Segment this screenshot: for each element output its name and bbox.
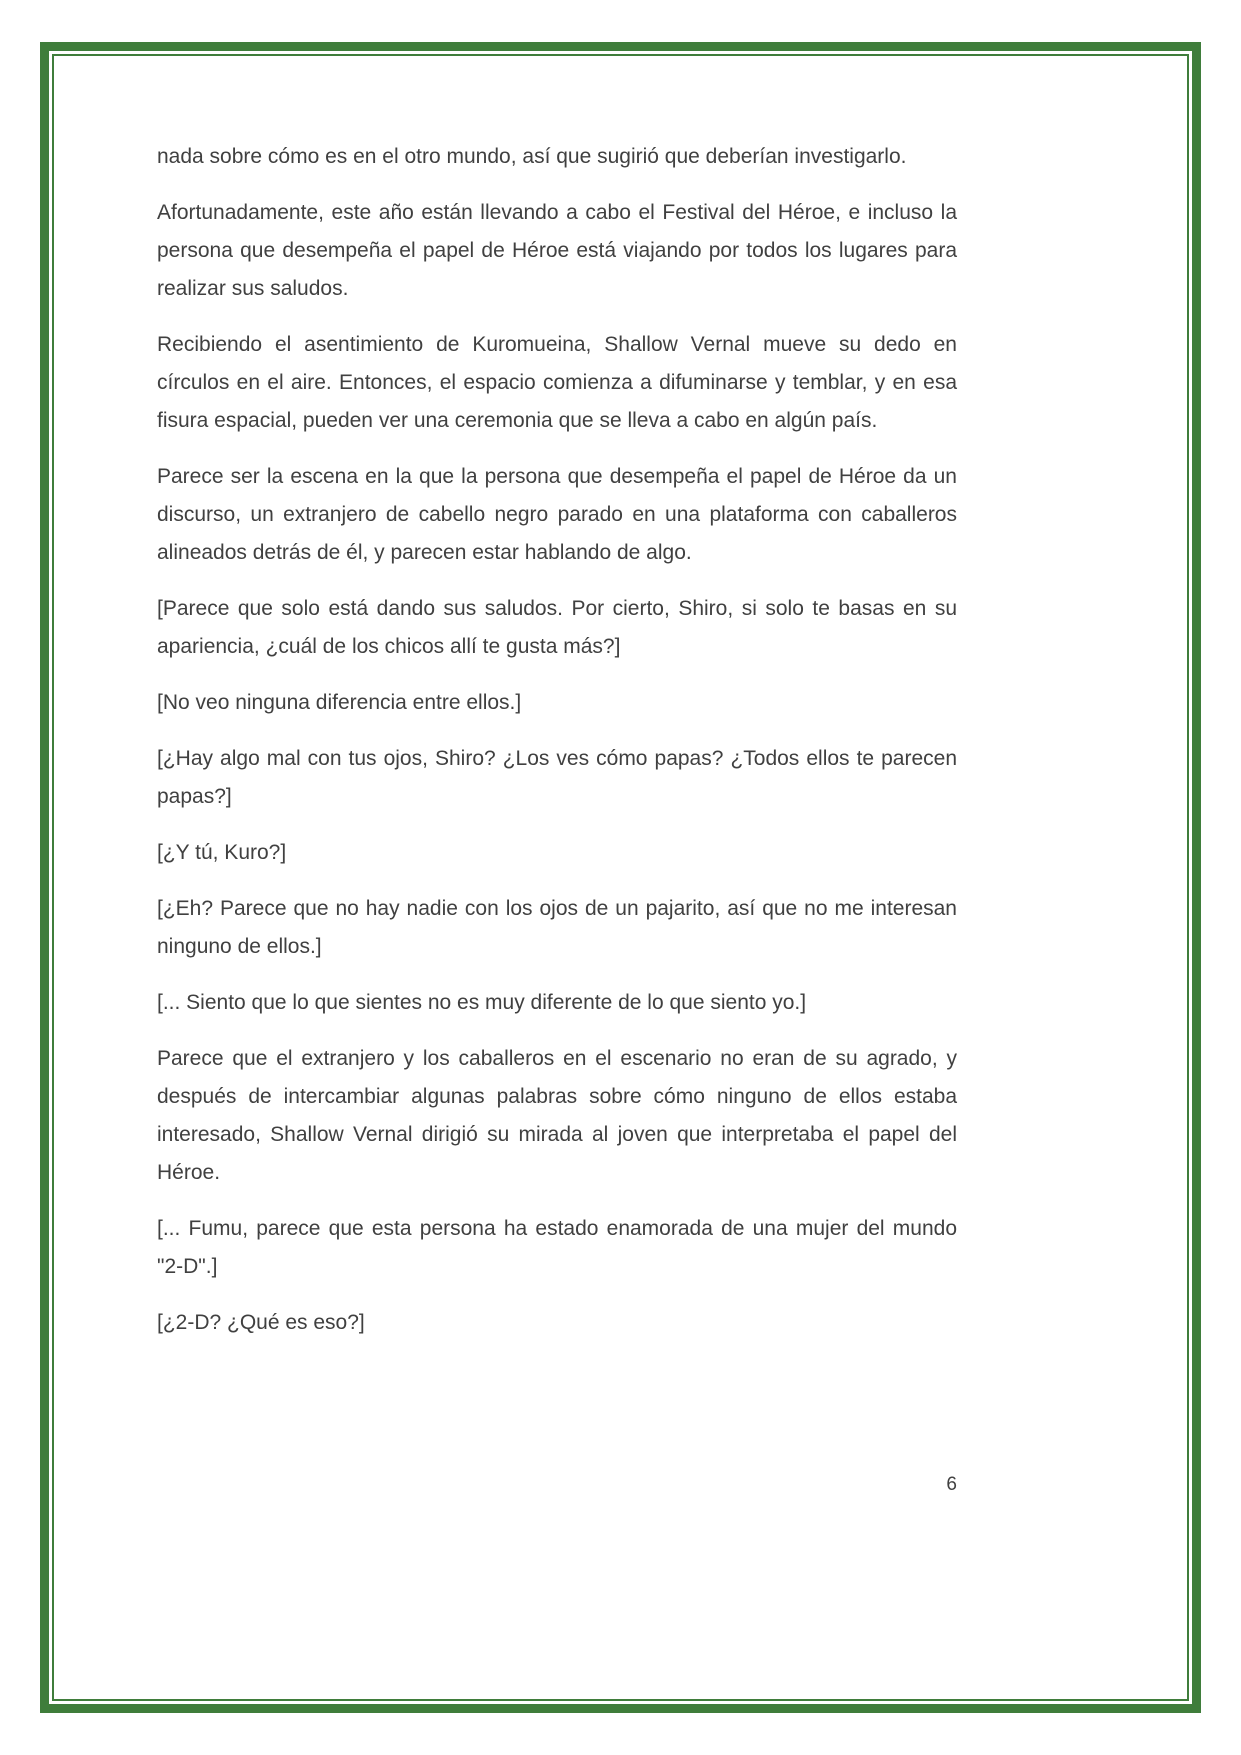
- paragraph-dialogue: [¿Hay algo mal con tus ojos, Shiro? ¿Los ves cómo papas? ¿Todos ellos te parecen papas?]: [157, 747, 957, 808]
- document-body: [157, 138, 957, 1360]
- paragraph: Afortunadamente, este año están llevando a cabo el Festival del Héroe, e incluso la persona que desempeña el papel de Héroe está viajando por todos los lugares para realizar sus saludos.: [157, 201, 957, 300]
- paragraph-dialogue: [... Siento que lo que sientes no es muy diferente de lo que siento yo.]: [157, 991, 807, 1014]
- paragraph-dialogue: [... Fumu, parece que esta persona ha estado enamorada de una mujer del mundo "2-D".]: [157, 1217, 957, 1278]
- paragraph: Parece ser la escena en la que la persona que desempeña el papel de Héroe da un discurso, un extranjero de cabello negro parado en una plataforma con caballeros alineados detrás de él, y parecen estar hablando de algo.: [157, 465, 957, 564]
- paragraph-dialogue: [¿Eh? Parece que no hay nadie con los ojos de un pajarito, así que no me interesan ninguno de ellos.]: [157, 897, 957, 958]
- paragraph-dialogue: [No veo ninguna diferencia entre ellos.]: [157, 691, 522, 714]
- paragraph-dialogue: [Parece que solo está dando sus saludos. Por cierto, Shiro, si solo te basas en su apariencia, ¿cuál de los chicos allí te gusta más?]: [157, 597, 957, 658]
- paragraph: Recibiendo el asentimiento de Kuromueina, Shallow Vernal mueve su dedo en círculos en el aire. Entonces, el espacio comienza a difuminarse y temblar, y en esa fisura espacial, pueden ver una ceremonia que se lleva a cabo en algún país.: [157, 333, 957, 432]
- page-number: 6: [946, 1474, 957, 1495]
- paragraph-dialogue: [¿2-D? ¿Qué es eso?]: [157, 1311, 365, 1334]
- paragraph-dialogue: [¿Y tú, Kuro?]: [157, 841, 287, 864]
- paragraph: Parece que el extranjero y los caballeros en el escenario no eran de su agrado, y después de intercambiar algunas palabras sobre cómo ninguno de ellos estaba interesado, Shallow Vernal dirigió su mirada al joven que interpretaba el papel del Héroe.: [157, 1047, 957, 1184]
- paragraph: nada sobre cómo es en el otro mundo, así que sugirió que deberían investigarlo.: [157, 145, 907, 168]
